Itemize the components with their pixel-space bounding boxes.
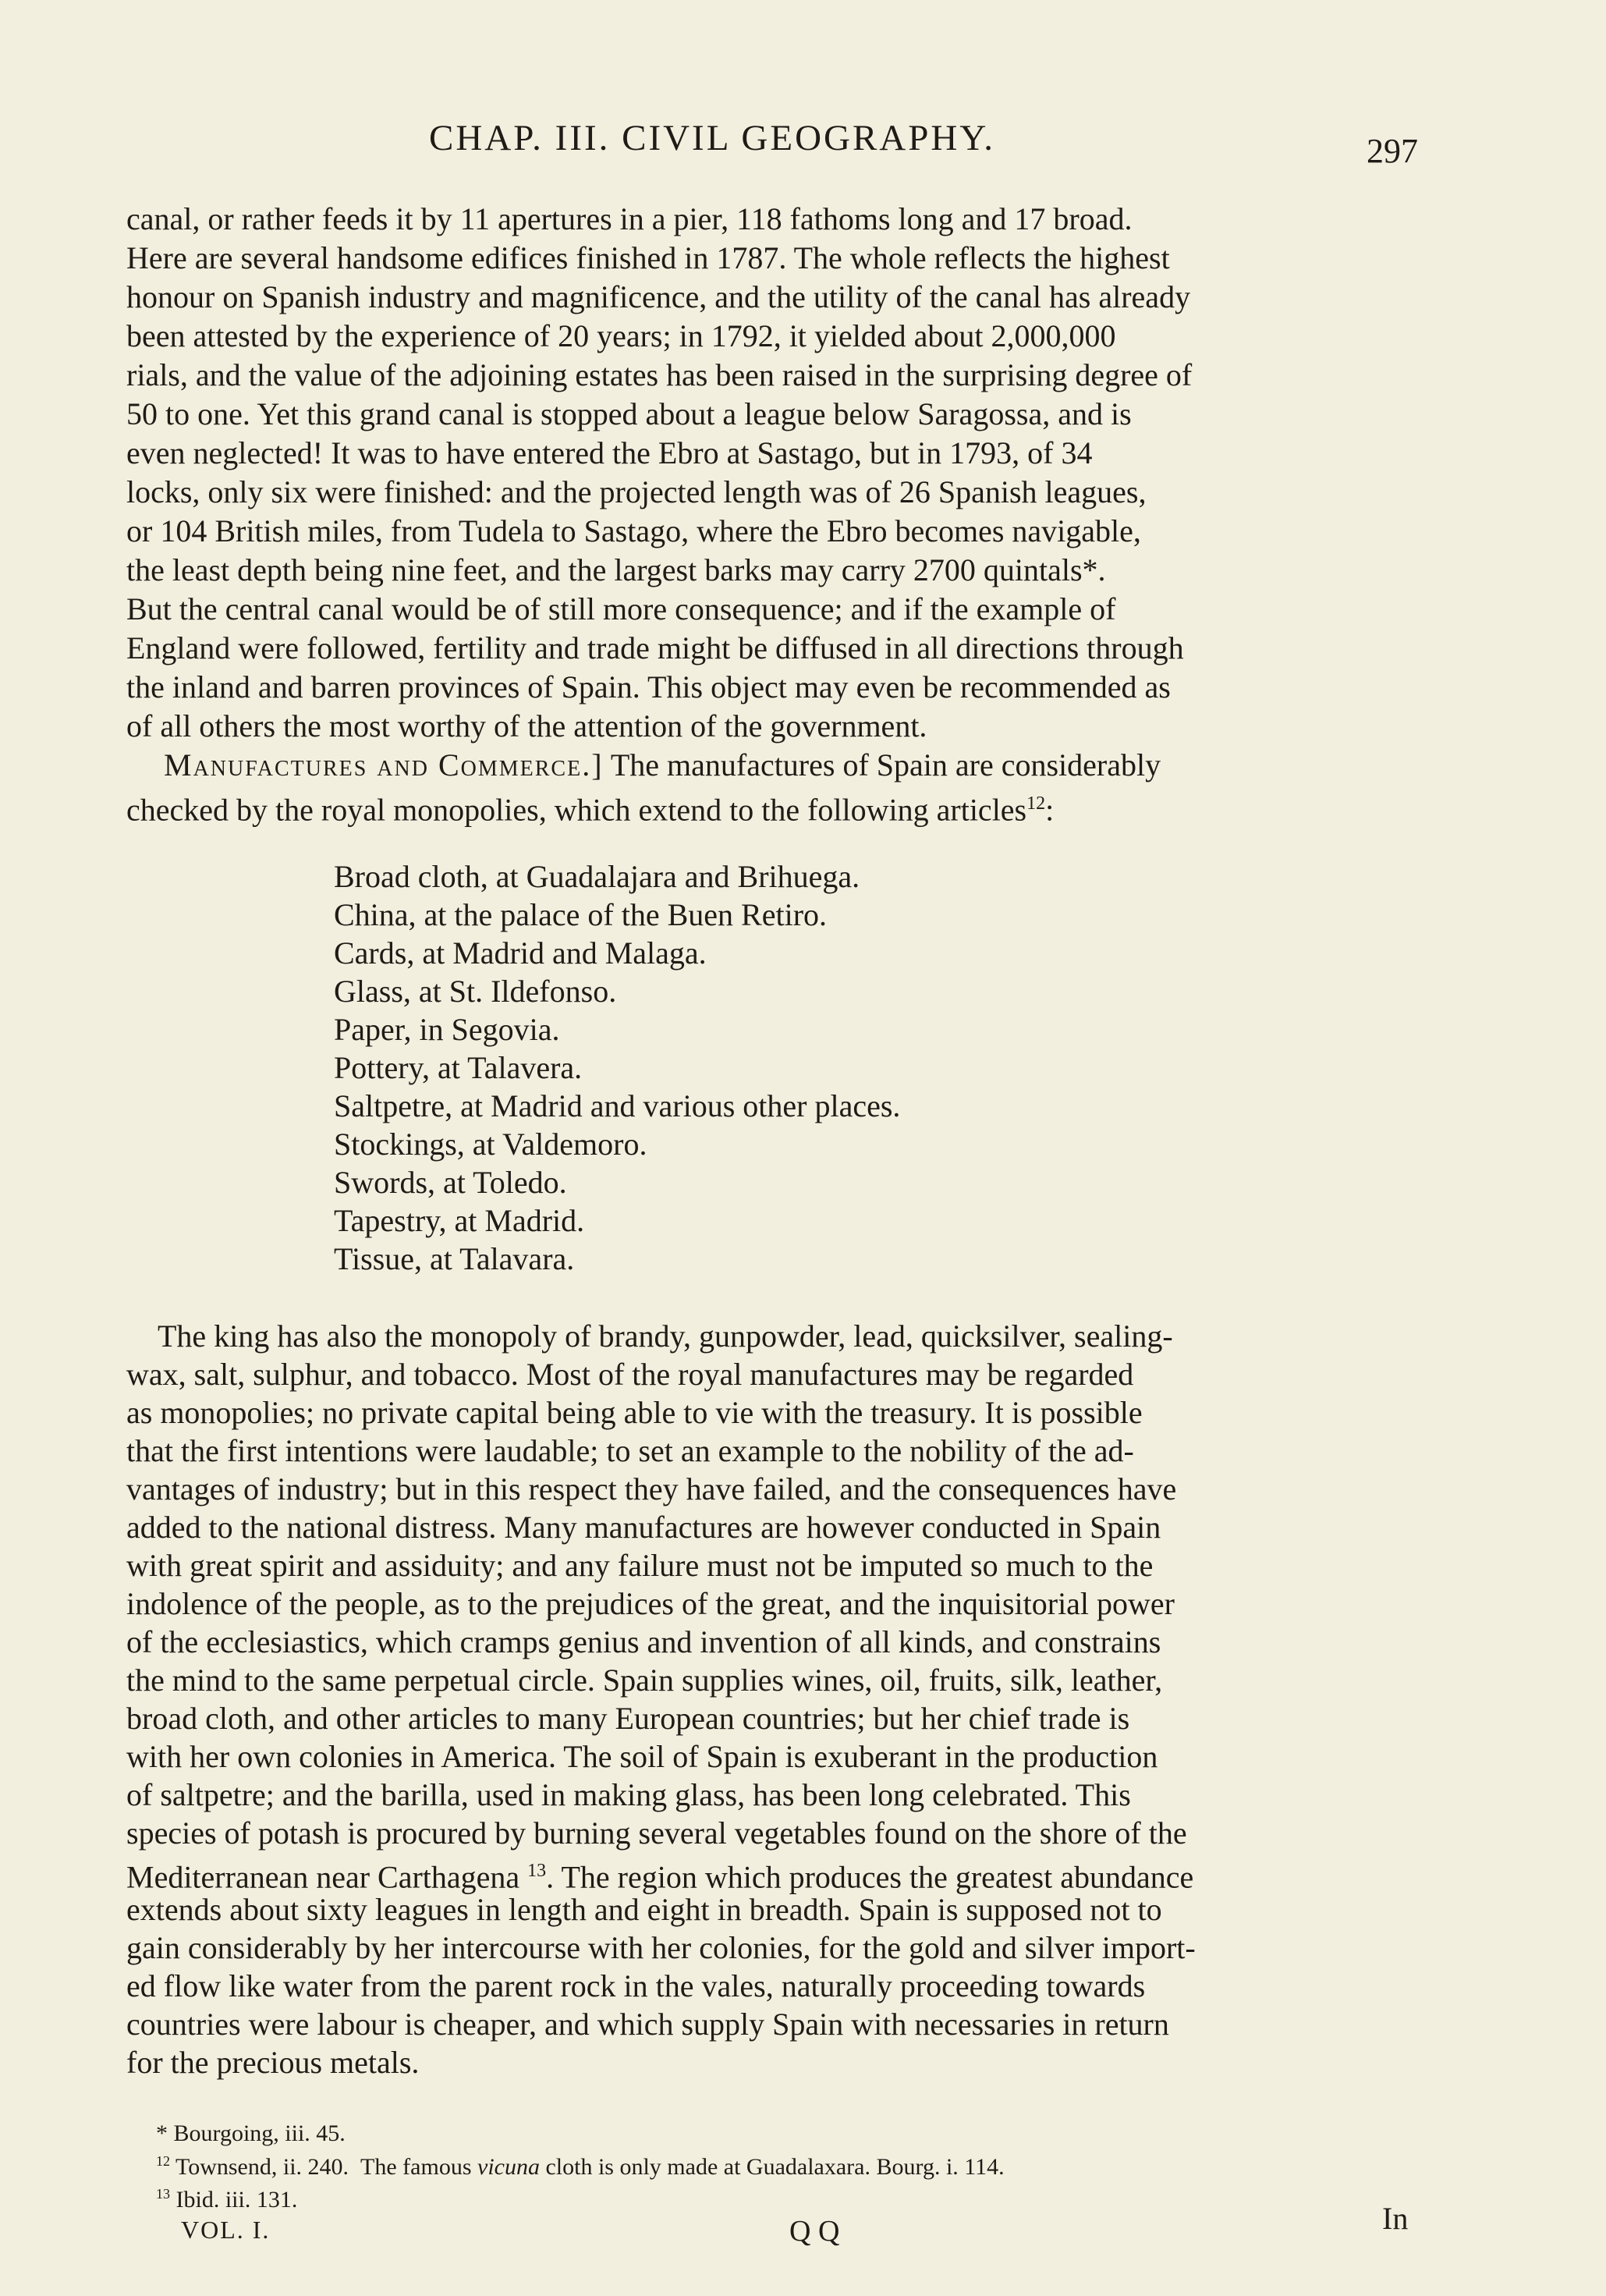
footnote-text: Ibid. iii. 131. [175, 2187, 298, 2213]
footnote-text: Townsend, ii. 240. [175, 2154, 349, 2180]
text-line: broad cloth, and other articles to many European countries; but her chief trade is [126, 1701, 1130, 1736]
text-line: the least depth being nine feet, and the largest barks may carry 2700 quintals*. [126, 552, 1106, 587]
text-line: extends about sixty leagues in length and eight in breadth. Spain is supposed not to [126, 1892, 1162, 1927]
footnote-italic: vicuna [477, 2154, 540, 2180]
footnote-marker: * [156, 2120, 168, 2146]
text-span: Mediterranean near Carthagena [126, 1859, 520, 1895]
footnote-ref: 13 [527, 1861, 547, 1881]
text-line: canal, or rather feeds it by 11 apertures in a pier, 118 fathoms long and 17 broad. [126, 201, 1133, 236]
text-line: locks, only six were finished: and the projected length was of 26 Spanish leagues, [126, 474, 1147, 509]
volume-label: VOL. I. [181, 2216, 271, 2244]
list-item: Glass, at St. Ildefonso. [334, 974, 617, 1009]
text-line: the inland and barren provinces of Spain. This object may even be recommended as [126, 669, 1171, 704]
text-line: for the precious metals. [126, 2045, 420, 2080]
footnote-text: Bourgoing, iii. 45. [173, 2120, 346, 2146]
signature-mark: Q Q [789, 2215, 840, 2248]
text-line: ed flow like water from the parent rock in the vales, naturally proceeding towards [126, 1968, 1146, 2003]
catchword: In [1382, 2201, 1409, 2236]
list-item: Cards, at Madrid and Malaga. [334, 935, 707, 971]
footnote [156, 2186, 297, 2213]
list-item: Stockings, at Valdemoro. [334, 1127, 647, 1162]
text-line: been attested by the experience of 20 years; in 1792, it yielded about 2,000,000 [126, 318, 1116, 353]
list-item: Tapestry, at Madrid. [334, 1203, 585, 1238]
text-line: even neglected! It was to have entered the Ebro at Sastago, but in 1793, of 34 [126, 435, 1093, 470]
footnote-marker: 13 [156, 2186, 170, 2202]
text-line: of all others the most worthy of the attention of the government. [126, 708, 927, 743]
text-line: Here are several handsome edifices finished in 1787. The whole reflects the highest [126, 240, 1170, 275]
section-heading-line [164, 746, 1161, 784]
text-line: with her own colonies in America. The soil of Spain is exuberant in the production [126, 1739, 1158, 1774]
text-line: of the ecclesiastics, which cramps genius and invention of all kinds, and constrains [126, 1624, 1161, 1659]
footnote [156, 2120, 346, 2147]
text-line: But the central canal would be of still more consequence; and if the example of [126, 591, 1116, 626]
text-line: honour on Spanish industry and magnificence, and the utility of the canal has already [126, 279, 1191, 314]
section-heading: Manufactures and Commerce.] [164, 747, 604, 782]
list-item: China, at the palace of the Buen Retiro. [334, 897, 828, 932]
text-line: 50 to one. Yet this grand canal is stopped about a league below Saragossa, and is [126, 396, 1132, 431]
page-number: 297 [1367, 132, 1418, 170]
footnote-marker: 12 [156, 2153, 170, 2169]
text-line: countries were labour is cheaper, and which supply Spain with necessaries in return [126, 2007, 1169, 2042]
text-line: that the first intentions were laudable; to set an example to the nobility of the ad- [126, 1433, 1134, 1468]
text-line [126, 785, 1054, 829]
text-line: gain considerably by her intercourse with her colonies, for the gold and silver import- [126, 1930, 1196, 1965]
list-item: Broad cloth, at Guadalajara and Brihuega. [334, 859, 860, 894]
text-span: checked by the royal monopolies, which extend to the following articles [126, 792, 1027, 828]
footnote-text: The famous [360, 2154, 472, 2180]
text-line: The king has also the monopoly of brandy, gunpowder, lead, quicksilver, sealing- [158, 1318, 1173, 1354]
text-line: with great spirit and assiduity; and any failure must not be imputed so much to the [126, 1548, 1154, 1583]
text-line: rials, and the value of the adjoining estates has been raised in the surprising degree of [126, 357, 1193, 392]
list-item: Pottery, at Talavera. [334, 1050, 583, 1085]
running-header: CHAP. III. CIVIL GEOGRAPHY. [429, 118, 995, 158]
footnote [156, 2153, 1005, 2181]
text-line: species of potash is procured by burning several vegetables found on the shore of the [126, 1815, 1187, 1851]
text-line: indolence of the people, as to the prejudices of the great, and the inquisitorial power [126, 1586, 1175, 1621]
text-line: the mind to the same perpetual circle. Spain supplies wines, oil, fruits, silk, leather, [126, 1663, 1163, 1698]
list-item: Saltpetre, at Madrid and various other places. [334, 1088, 901, 1123]
text-span: . The region which produces the greatest abundance [546, 1859, 1194, 1895]
text-line: as monopolies; no private capital being able to vie with the treasury. It is possible [126, 1395, 1143, 1430]
text-line: England were followed, fertility and trade might be diffused in all directions through [126, 630, 1184, 665]
list-item: Paper, in Segovia. [334, 1012, 560, 1047]
list-item: Swords, at Toledo. [334, 1165, 567, 1200]
footnote-text: cloth is only made at Guadalaxara. Bourg. i. 114. [545, 2154, 1005, 2180]
footnote-ref: 12 [1026, 793, 1046, 814]
text-line [126, 1852, 1193, 1896]
text-line: of saltpetre; and the barilla, used in making glass, has been long celebrated. This [126, 1777, 1131, 1812]
text-line: added to the national distress. Many manufactures are however conducted in Spain [126, 1510, 1161, 1545]
text-line: wax, salt, sulphur, and tobacco. Most of the royal manufactures may be regarded [126, 1357, 1134, 1392]
section-heading-rest: The manufactures of Spain are considerably [610, 747, 1161, 782]
list-item: Tissue, at Talavara. [334, 1241, 575, 1276]
text-span: : [1045, 792, 1055, 828]
text-line: vantages of industry; but in this respect they have failed, and the consequences have [126, 1471, 1177, 1506]
text-line: or 104 British miles, from Tudela to Sastago, where the Ebro becomes navigable, [126, 513, 1141, 548]
